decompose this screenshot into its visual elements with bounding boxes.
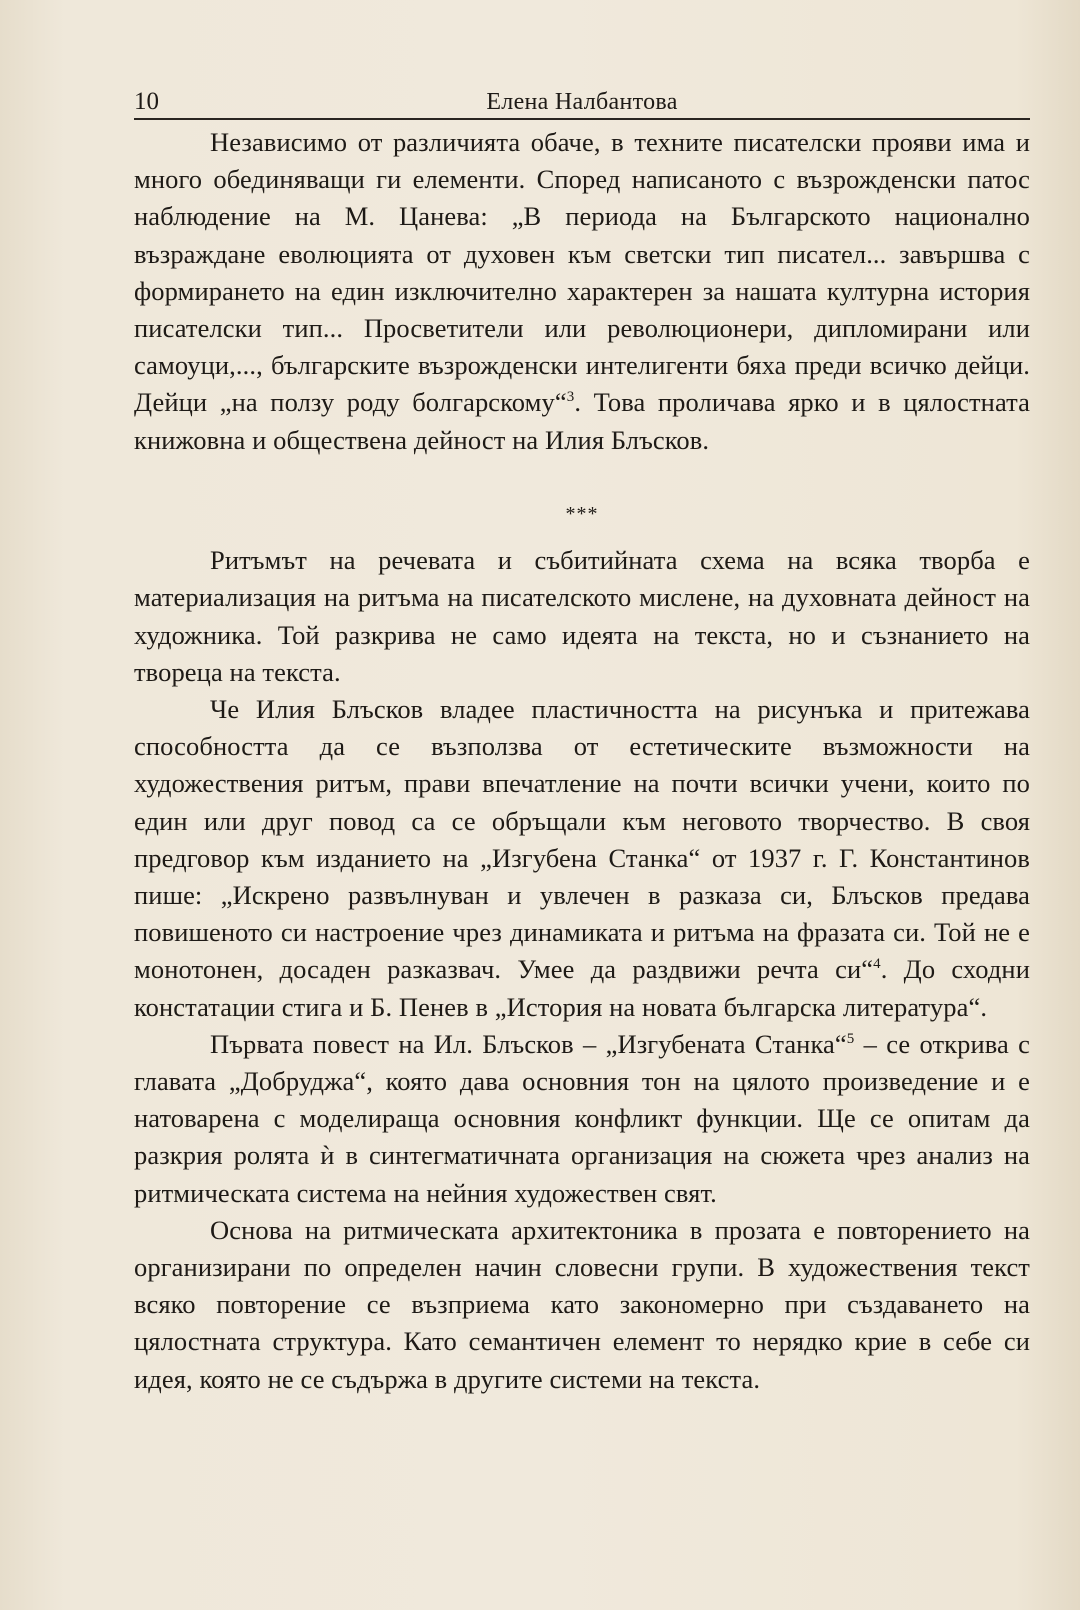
paragraph-text: Основа на ритмическата архитектоника в прозата е повторението на организирани по определен начин словесни групи. В художествения текст всяко повторение се възприема като закономерно при създаването на цялостната структура. Като семантичен елемент то нерядко крие в себе си идея, която не се съдържа в другите системи на текста. [134, 1214, 1030, 1394]
page-header [134, 86, 1030, 120]
paragraph-text: . До сходни констатации стига и Б. Пенев в „История на новата българска литература“. [134, 954, 1030, 1022]
paragraph-intro [134, 124, 1030, 459]
paragraph-first-novel [134, 1026, 1030, 1212]
paragraph-text: – се открива с главата „Добруджа“, която дава основния тон на цялото произведение и е натоварена с моделираща основния конфликт функции. Ще се опитам да разкрия ролята ѝ в синтегматичната организация на сюжета чрез анализ на ритмическата система на нейния художествен свят. [134, 1028, 1030, 1208]
paragraph-architectonics [134, 1212, 1030, 1398]
paragraph-text: . Това проличава ярко и в цялостната книжовна и обществена дейност на Илия Блъсков. [134, 387, 1030, 455]
page-number: 10 [134, 88, 159, 115]
paragraph-text: Че Илия Блъсков владее пластичността на рисунъка и притежава способността да се възползва от естетическите възможности на художествения ритъм, прави впечатление на почти всички учени, които по един или друг повод са се обръщали към неговото творчество. В своя предговор към изданието на „Изгубена Станка“ от 1937 г. Г. Константинов пише: „Искрено развълнуван и увлечен в разказа си, Блъсков предава повишеното си настроение чрез динамиката и ритъма на фразата си. Той не е монотонен, досаден разказвач. Умее да раздвижи речта си“ [134, 694, 1030, 985]
footnote-ref: 5 [846, 1030, 855, 1047]
footnote-ref: 4 [873, 956, 881, 973]
paragraph-rhythm [134, 542, 1030, 691]
paragraph-text: Независимо от различията обаче, в техните писателски прояви има и много обединяващи ги елементи. Според написаното с възрожденски патос наблюдение на М. Цанева: „В периода на Българското национално възраждане еволюцията от духовен към светски тип писател... завършва с формирането на един изключително характерен за нашата културна история писателски тип... Просветители или революционери, дипломирани или самоуци,..., българските възрожденски интелигенти бяха преди всичко дейци. Дейци „на ползу роду болгарскому“ [134, 127, 1030, 418]
paragraph-text: Ритъмът на речевата и събитийната схема на всяка творба е материализация на ритъма на писателското мислене, на духовната дейност на художника. Той разкрива не само идеята на текста, но и съзнанието на твореца на текста. [134, 545, 1030, 687]
body-text [134, 124, 1030, 1398]
footnote-ref: 3 [566, 389, 575, 406]
paragraph-text: Първата повест на Ил. Блъсков – „Изгубената Станка“ [210, 1028, 847, 1059]
paragraph-blaskov [134, 691, 1030, 1026]
running-title: Елена Налбантова [486, 89, 678, 115]
section-separator: *** [565, 503, 599, 526]
